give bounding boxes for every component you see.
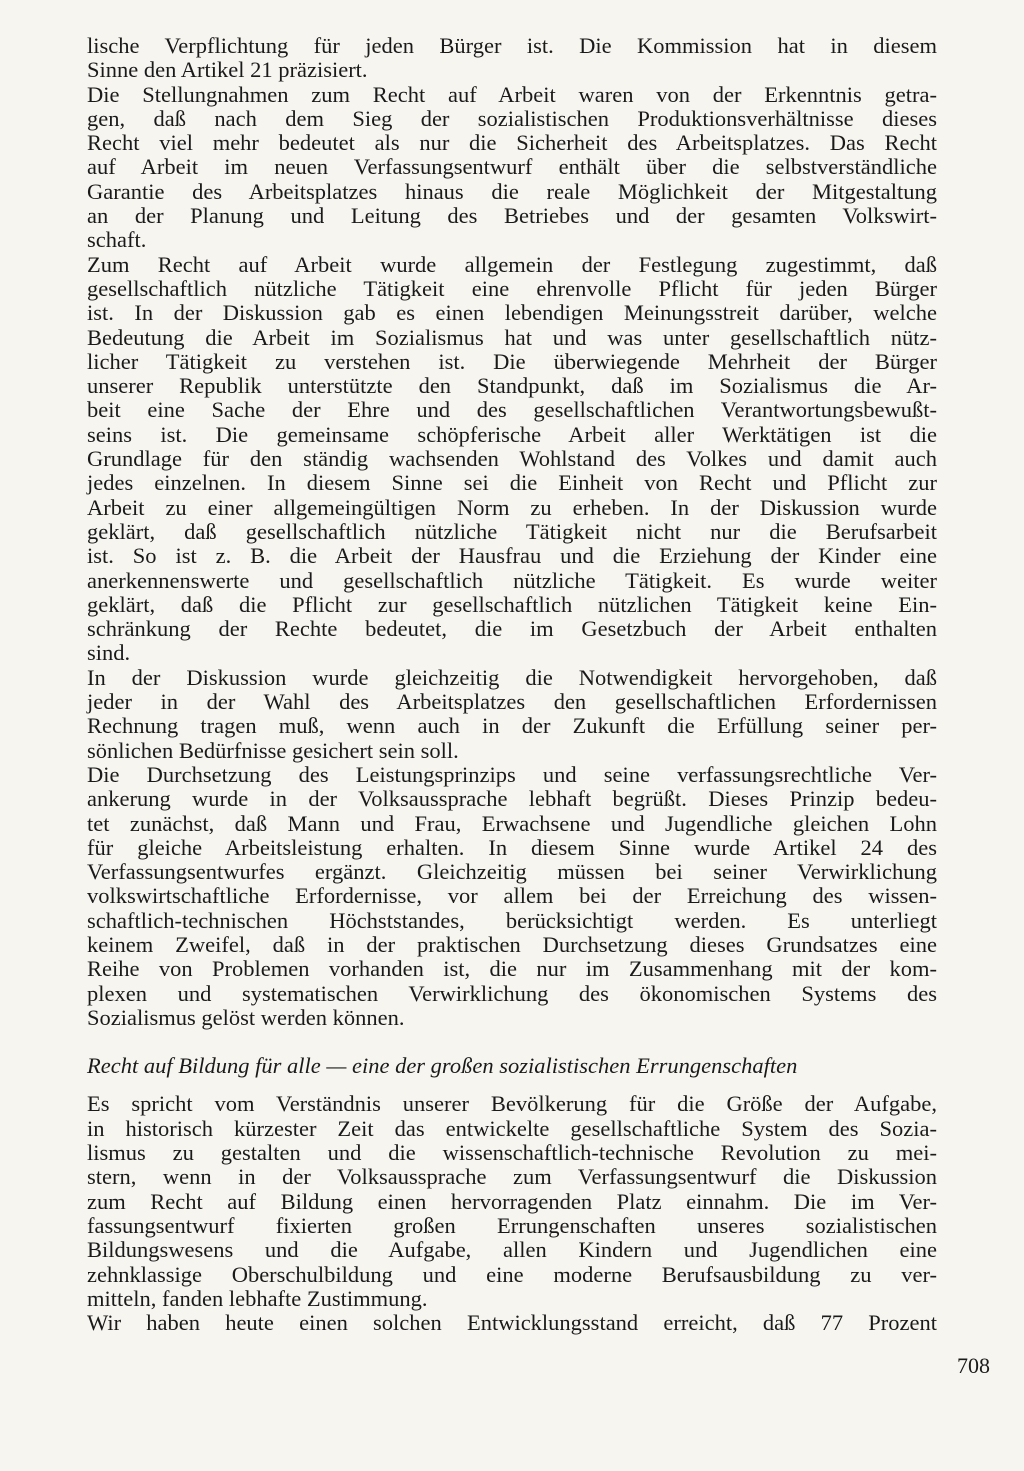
text-line: keinem Zweifel, daß in der praktischen Durchsetzung dieses Grundsatzes eine [87, 931, 937, 957]
text-line: für gleiche Arbeitsleistung erhalten. In diesem Sinne wurde Artikel 24 des [87, 834, 937, 860]
text-line: Arbeit zu einer allgemeingültigen Norm zu erheben. In der Diskussion wurde [87, 494, 937, 520]
section-heading: Recht auf Bildung für alle — eine der großen sozialistischen Errungenschaften [87, 1053, 798, 1079]
text-line: sind. [87, 640, 131, 666]
paragraph-2 [87, 83, 937, 253]
paragraph-5 [87, 763, 937, 1030]
text-line: mitteln, fanden lebhafte Zustimmung. [87, 1285, 428, 1311]
text-line: plexen und systematischen Verwirklichung des ökonomischen Systems des [87, 980, 937, 1006]
text-line: sönlichen Bedürfnisse gesichert sein soll. [87, 737, 459, 763]
text-line: unserer Republik unterstützte den Standpunkt, daß im Sozialismus die Ar- [87, 373, 937, 399]
text-line: Recht viel mehr bedeutet als nur die Sicherheit des Arbeitsplatzes. Das Recht [87, 130, 937, 156]
text-line: geklärt, daß die Pflicht zur gesellschaftlich nützlichen Tätigkeit keine Ein- [87, 591, 937, 617]
text-line: ist. In der Diskussion gab es einen lebendigen Meinungsstreit darüber, welche [87, 300, 937, 326]
text-line: stern, wenn in der Volksaussprache zum Verfassungsentwurf die Diskussion [87, 1164, 937, 1190]
text-line: tet zunächst, daß Mann und Frau, Erwachsene und Jugendliche gleichen Lohn [87, 810, 937, 836]
text-line: Garantie des Arbeitsplatzes hinaus die reale Möglichkeit der Mitgestaltung [87, 178, 937, 204]
text-line: In der Diskussion wurde gleichzeitig die Notwendigkeit hervorgehoben, daß [87, 664, 937, 690]
paragraph-3 [87, 253, 937, 666]
text-line: fassungsentwurf fixierten großen Errungenschaften unseres sozialistischen [87, 1212, 937, 1238]
page-number: 708 [957, 1353, 990, 1378]
text-line: auf Arbeit im neuen Verfassungsentwurf enthält über die selbstverständliche [87, 154, 937, 180]
text-line: seins ist. Die gemeinsame schöpferische Arbeit aller Werktätigen ist die [87, 421, 937, 447]
text-line: lismus zu gestalten und die wissenschaftlich-technische Revolution zu mei- [87, 1140, 937, 1166]
text-line: gen, daß nach dem Sieg der sozialistischen Produktionsverhältnisse dieses [87, 105, 937, 131]
document-page [87, 34, 937, 1335]
text-line: licher Tätigkeit zu verstehen ist. Die überwiegende Mehrheit der Bürger [87, 348, 937, 374]
text-line: Die Stellungnahmen zum Recht auf Arbeit waren von der Erkenntnis getra- [87, 81, 937, 107]
text-line: Bildungswesens und die Aufgabe, allen Kindern und Jugendlichen eine [87, 1237, 937, 1263]
text-line: Sozialismus gelöst werden können. [87, 1004, 405, 1030]
text-line: Es spricht vom Verständnis unserer Bevölkerung für die Größe der Aufgabe, [87, 1091, 937, 1117]
text-line: Grundlage für den ständig wachsenden Wohlstand des Volkes und damit auch [87, 446, 937, 472]
text-line: Zum Recht auf Arbeit wurde allgemein der Festlegung zugestimmt, daß [87, 251, 937, 277]
text-line: schaftlich-technischen Höchststandes, berücksichtigt werden. Es unterliegt [87, 907, 937, 933]
text-line: jedes einzelnen. In diesem Sinne sei die Einheit von Recht und Pflicht zur [87, 470, 937, 496]
text-line: lische Verpflichtung für jeden Bürger ist. Die Kommission hat in diesem [87, 33, 937, 58]
text-line: anerkennenswerte und gesellschaftlich nützliche Tätigkeit. Es wurde weiter [87, 567, 937, 593]
text-line: jeder in der Wahl des Arbeitsplatzes den gesellschaftlichen Erfordernissen [87, 689, 937, 715]
text-line: geklärt, daß gesellschaftlich nützliche Tätigkeit nicht nur die Berufsarbeit [87, 518, 937, 544]
text-line: zum Recht auf Bildung einen hervorragenden Platz einnahm. Die im Ver- [87, 1188, 937, 1214]
text-line: Verfassungsentwurfes ergänzt. Gleichzeitig müssen bei seiner Verwirklichung [87, 859, 937, 885]
section-spacer [87, 1030, 937, 1054]
text-line: an der Planung und Leitung des Betriebes und der gesamten Volkswirt- [87, 203, 937, 229]
text-line: volkswirtschaftliche Erfordernisse, vor allem bei der Erreichung des wissen- [87, 883, 937, 909]
text-line: Bedeutung die Arbeit im Sozialismus hat und was unter gesellschaftlich nütz- [87, 324, 937, 350]
paragraph-7 [87, 1311, 937, 1335]
text-line: in historisch kürzester Zeit das entwickelte gesellschaftliche System des Sozia- [87, 1115, 937, 1141]
heading-spacer [87, 1078, 937, 1092]
paragraph-6 [87, 1092, 937, 1311]
text-line: ist. So ist z. B. die Arbeit der Hausfrau und die Erziehung der Kinder eine [87, 543, 937, 569]
text-line: Die Durchsetzung des Leistungsprinzips und seine verfassungsrechtliche Ver- [87, 761, 937, 787]
text-line: Wir haben heute einen solchen Entwicklungsstand erreicht, daß 77 Prozent [87, 1310, 937, 1336]
text-line: gesellschaftlich nützliche Tätigkeit eine ehrenvolle Pflicht für jeden Bürger [87, 275, 937, 301]
text-line: beit eine Sache der Ehre und des gesellschaftlichen Verantwortungsbewußt- [87, 397, 937, 423]
text-line: schaft. [87, 227, 147, 253]
text-line: ankerung wurde in der Volksaussprache lebhaft begrüßt. Dieses Prinzip bedeu- [87, 786, 937, 812]
text-line: schränkung der Rechte bedeutet, die im Gesetzbuch der Arbeit enthalten [87, 616, 937, 642]
paragraph-4 [87, 666, 937, 763]
text-line: zehnklassige Oberschulbildung und eine moderne Berufsausbildung zu ver- [87, 1261, 937, 1287]
text-line: Rechnung tragen muß, wenn auch in der Zukunft die Erfüllung seiner per- [87, 713, 937, 739]
text-line: Reihe von Problemen vorhanden ist, die nur im Zusammenhang mit der kom- [87, 956, 937, 982]
paragraph-1 [87, 34, 937, 83]
text-line: Sinne den Artikel 21 präzisiert. [87, 57, 368, 83]
